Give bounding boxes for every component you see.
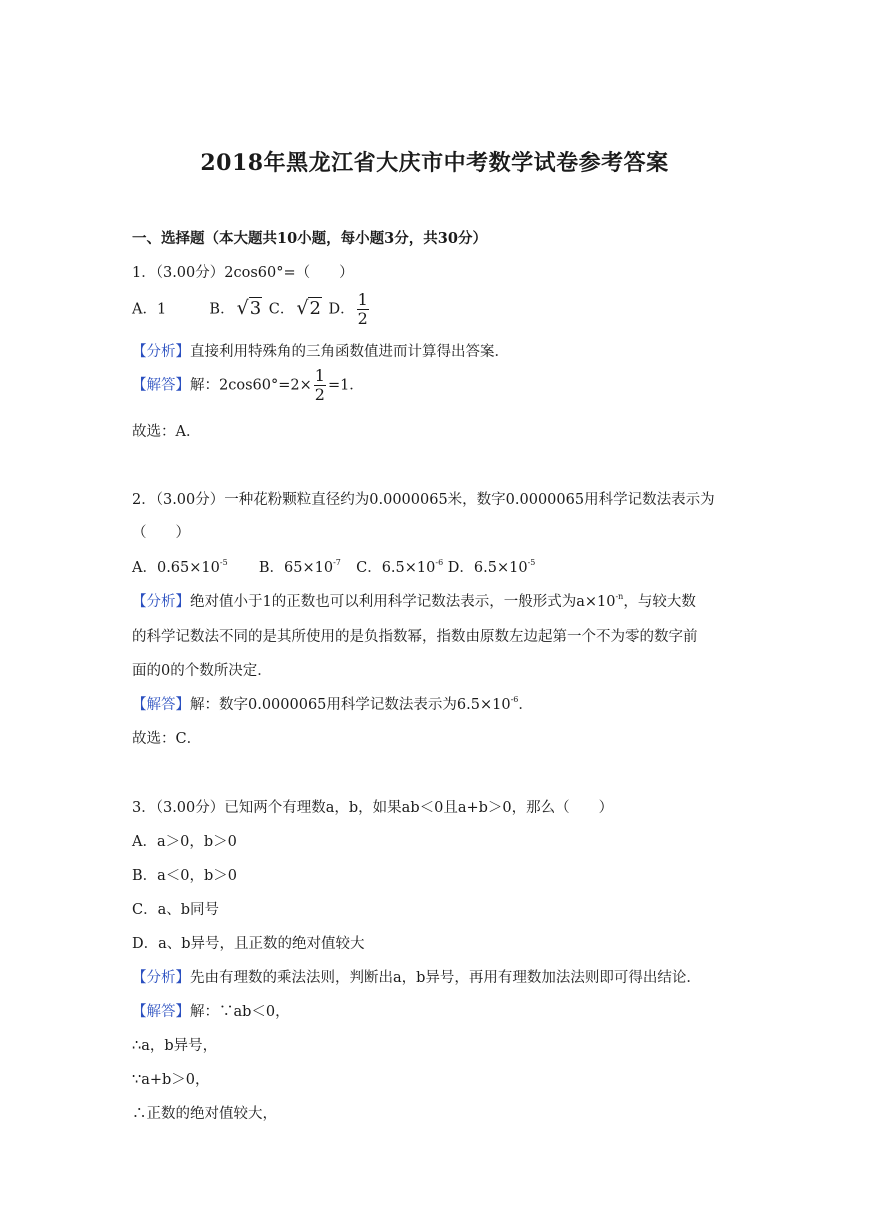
q2-analysis-exponent: -n (615, 592, 624, 601)
q1-options (132, 292, 371, 327)
q2-options (132, 556, 535, 577)
q2-option-d-exponent: -5 (527, 558, 536, 567)
q2-option-c-exponent: -6 (435, 558, 444, 567)
q2-option-a (132, 560, 228, 576)
q1-solution (132, 368, 364, 403)
q3-analysis (132, 966, 701, 987)
q1-option-b-radicand: 3 (249, 297, 262, 319)
q2-choice: 故选：C． (132, 731, 202, 747)
q3-stem: 3．（3.00分）已知两个有理数a，b，如果ab＜0且a+b＞0，那么（ ） (132, 800, 614, 816)
q1-option-d-fraction (357, 292, 369, 327)
q2-option-b (259, 560, 341, 576)
q3-option-d: D．a、b异号，且正数的绝对值较大 (132, 936, 365, 952)
q3-solution-line2: ∴a，b异号， (132, 1038, 218, 1054)
q1-option-a: A．1 (132, 301, 167, 318)
q2-stem-line2: （ ） (132, 525, 190, 541)
q1-solution-fraction (314, 368, 326, 403)
q2-option-d-text: D．6.5×10 (447, 560, 528, 576)
q2-option-d (448, 560, 536, 576)
fraction-denominator: 2 (357, 309, 368, 328)
analysis-tag: 【分析】 (132, 970, 190, 986)
q2-option-c (356, 560, 443, 576)
q2-analysis-line3: 面的0的个数所决定． (132, 663, 272, 679)
analysis-tag: 【分析】 (132, 344, 190, 360)
q2-solution-exponent: -6 (510, 695, 519, 704)
q1-option-b-label: B． (209, 301, 235, 318)
q1-solution-text: 解：2cos60°=2× (190, 377, 312, 394)
q3-option-b: B．a＜0，b＞0 (132, 868, 238, 884)
q1-option-c-label: C． (268, 301, 295, 318)
q2-option-a-text: A．0.65×10 (132, 560, 220, 576)
q1-choice: 故选：A． (132, 424, 201, 440)
q1-stem: 1．（3.00分）2cos60°=（ ） (132, 265, 354, 281)
q2-option-a-exponent: -5 (219, 558, 228, 567)
q1-analysis (132, 340, 509, 361)
sqrt-symbol: √3 (236, 296, 262, 319)
q1-solution-result: =1． (327, 377, 364, 394)
fraction-numerator: 1 (357, 290, 368, 309)
q2-analysis-text-tail: ，与较大数 (623, 594, 696, 610)
q3-option-c: C．a、b同号 (132, 902, 220, 918)
q3-solution-line1: 解：∵ab＜0， (190, 1004, 290, 1020)
q2-stem-line1: 2．（3.00分）一种花粉颗粒直径约为0.0000065米，数字0.0000065用科学记数法表示为 (132, 492, 715, 508)
q3-analysis-text: 先由有理数的乘法法则，判断出a，b异号，再用有理数加法法则即可得出结论． (190, 970, 701, 986)
page-title: 2018年黑龙江省大庆市中考数学试卷参考答案 (200, 150, 669, 176)
q2-option-c-text: C．6.5×10 (356, 560, 436, 576)
q3-solution-line3: ∵a+b＞0， (132, 1072, 210, 1088)
section-heading: 一、选择题（本大题共10小题，每小题3分，共30分） (132, 230, 487, 247)
analysis-tag: 【分析】 (132, 594, 190, 610)
q3-option-a: A．a＞0，b＞0 (132, 834, 237, 850)
q1-analysis-text: 直接利用特殊角的三角函数值进而计算得出答案． (190, 344, 509, 360)
q2-solution-tail: ． (518, 697, 533, 713)
solution-tag: 【解答】 (132, 1004, 190, 1020)
q3-solution (132, 1000, 290, 1021)
q2-solution (132, 693, 533, 714)
fraction-numerator: 1 (314, 366, 325, 385)
sqrt-symbol: √2 (296, 296, 321, 319)
fraction-denominator: 2 (314, 385, 325, 404)
q1-option-c-radicand: 2 (309, 297, 321, 319)
q2-option-b-text: B．65×10 (258, 560, 334, 576)
q2-analysis-line1 (132, 590, 696, 611)
q2-option-b-exponent: -7 (333, 558, 341, 567)
q3-solution-line4: ∴正数的绝对值较大， (132, 1106, 277, 1122)
q2-analysis-text: 绝对值小于1的正数也可以利用科学记数法表示，一般形式为a×10 (190, 594, 616, 610)
q2-analysis-line2: 的科学记数法不同的是其所使用的是负指数幂，指数由原数左边起第一个不为零的数字前 (132, 629, 698, 645)
solution-tag: 【解答】 (132, 377, 190, 394)
q1-option-d-label: D． (328, 301, 355, 318)
q2-solution-text: 解：数字0.0000065用科学记数法表示为6.5×10 (190, 697, 511, 713)
solution-tag: 【解答】 (132, 697, 190, 713)
